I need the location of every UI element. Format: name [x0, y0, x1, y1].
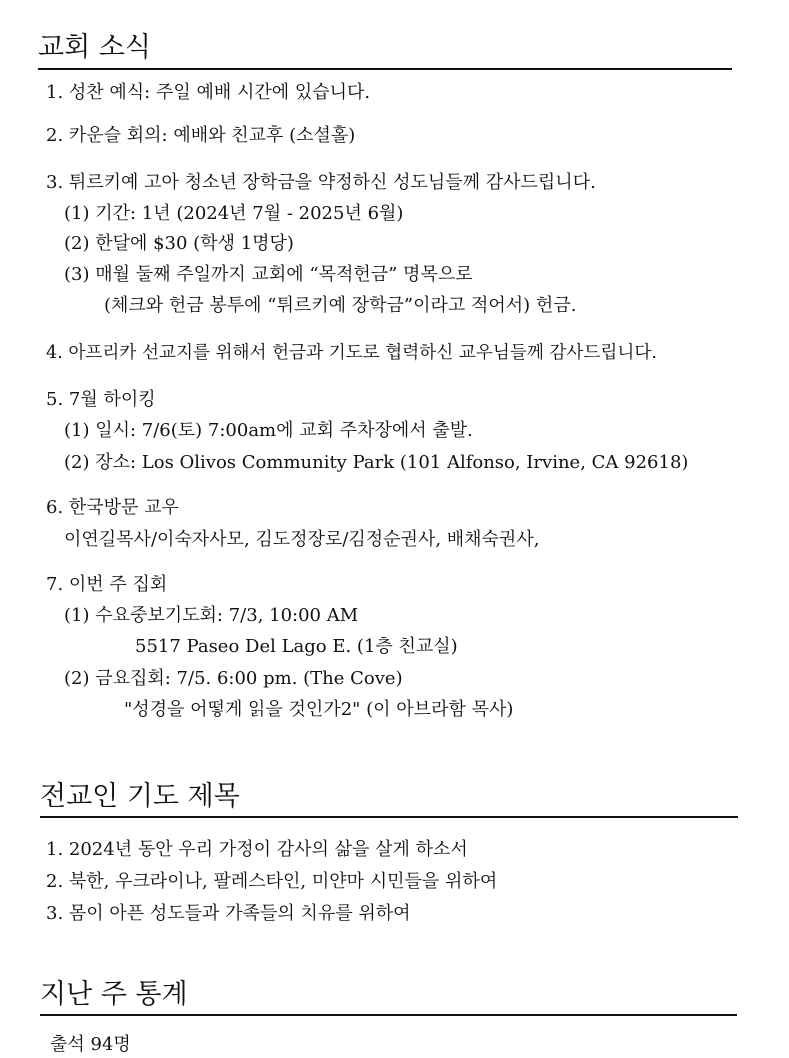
attendance-count: 출석 94명: [50, 1034, 131, 1055]
sub-item-continued: (체크와 헌금 봉투에 “튀르키예 장학금”이라고 적어서) 헌금.: [104, 295, 577, 316]
list-item: 1. 2024년 동안 우리 가정이 감사의 삶을 살게 하소서: [46, 839, 468, 860]
section-title: 전교인 기도 제목: [40, 781, 240, 812]
list-item: 1. 성찬 예식: 주일 예배 시간에 있습니다.: [46, 82, 371, 103]
sub-item: (1) 기간: 1년 (2024년 7월 - 2025년 6월): [64, 203, 404, 224]
sub-item: (1) 수요중보기도회: 7/3, 10:00 AM: [64, 605, 359, 626]
sub-item: (3) 매월 둘째 주일까지 교회에 “목적헌금” 명목으로: [64, 264, 473, 285]
list-item: 4. 아프리카 선교지를 위해서 헌금과 기도로 협력하신 교우님들께 감사드립니다.: [46, 343, 657, 363]
list-item: 3. 몸이 아픈 성도들과 가족들의 치유를 위하여: [46, 903, 411, 924]
section-title: 교회 소식: [38, 32, 151, 63]
section-title: 지난 주 통계: [40, 979, 188, 1010]
divider: [40, 816, 738, 818]
sub-item: (2) 한달에 $30 (학생 1명당): [64, 233, 294, 254]
sub-item: 이연길목사/이숙자사모, 김도정장로/김정순권사, 배채숙권사,: [64, 529, 540, 550]
list-item: 5. 7월 하이킹: [46, 389, 156, 410]
sub-item: (1) 일시: 7/6(토) 7:00am에 교회 주차장에서 출발.: [64, 420, 473, 441]
sub-item-continued: "성경을 어떻게 읽을 것인가2" (이 아브라함 목사): [124, 699, 514, 720]
divider: [40, 1014, 737, 1016]
list-item: 3. 튀르키예 고아 청소년 장학금을 약정하신 성도님들께 감사드립니다.: [46, 172, 596, 193]
sub-item: (2) 금요집회: 7/5. 6:00 pm. (The Cove): [64, 668, 403, 689]
list-item: 2. 북한, 우크라이나, 팔레스타인, 미얀마 시민들을 위하여: [46, 871, 498, 892]
sub-item-continued: 5517 Paseo Del Lago E. (1층 친교실): [135, 636, 458, 657]
list-item: 2. 카운슬 회의: 예배와 친교후 (소셜홀): [46, 125, 356, 146]
list-item: 7. 이번 주 집회: [46, 574, 168, 595]
sub-item: (2) 장소: Los Olivos Community Park (101 Alfonso, Irvine, CA 92618): [64, 452, 689, 473]
list-item: 6. 한국방문 교우: [46, 497, 179, 518]
divider: [38, 68, 732, 70]
